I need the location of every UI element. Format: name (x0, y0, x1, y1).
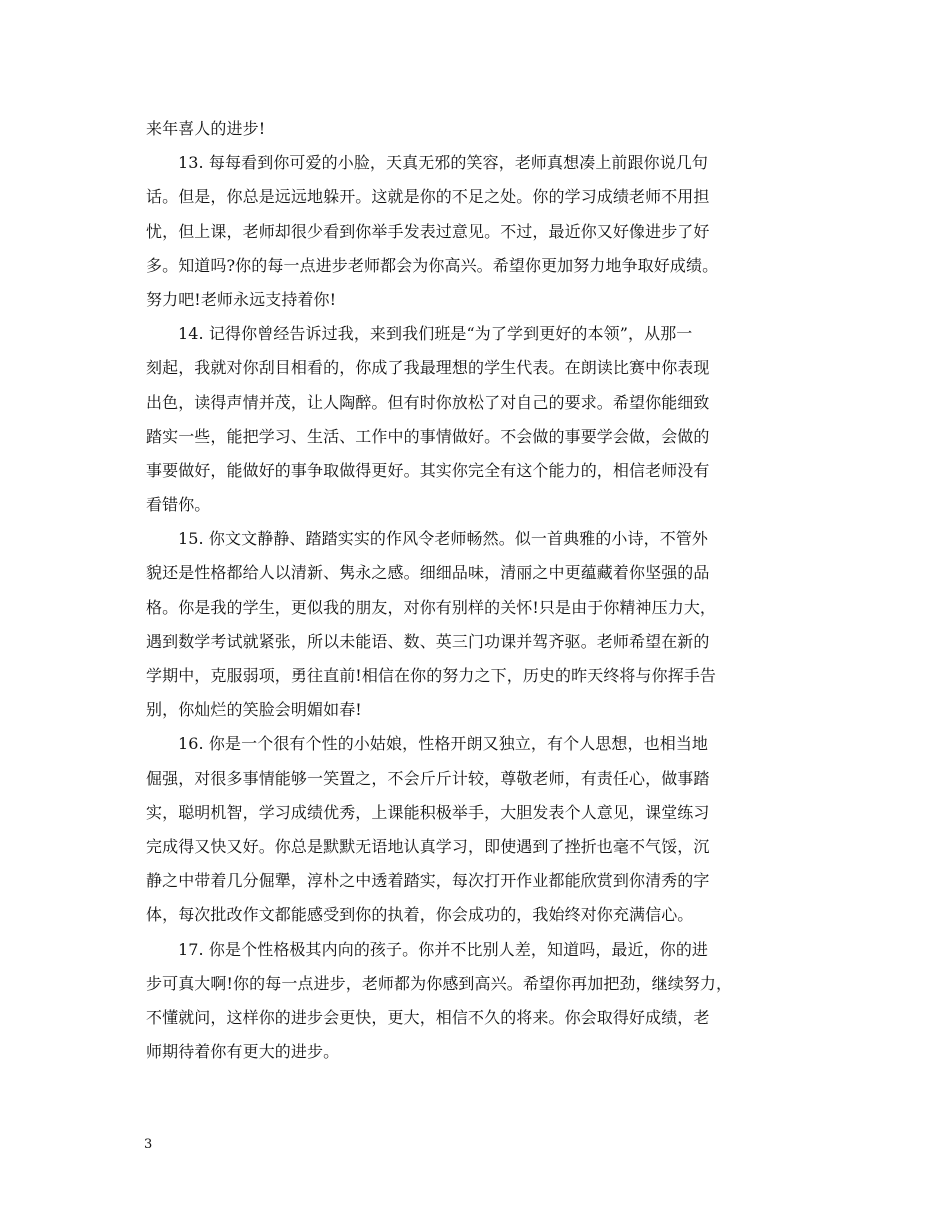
text-line: 15. 你文文静静、踏踏实实的作风令老师畅然。似一首典雅的小诗，不管外 (178, 529, 709, 549)
page-number: 3 (144, 1137, 153, 1152)
paragraph-14 (146, 317, 810, 522)
paragraph-16 (146, 727, 810, 932)
text-line: 完成得又快又好。你总是默默无语地认真学习，即使遇到了挫折也毫不气馁，沉 (146, 836, 710, 856)
text-line: 学期中，克服弱项，勇往直前!相信在你的努力之下，历史的昨天终将与你挥手告 (146, 666, 717, 685)
text-line: 16. 你是一个很有个性的小姑娘，性格开朗又独立，有个人思想，也相当地 (178, 734, 709, 754)
paragraph-15 (146, 522, 810, 727)
text-line: 17. 你是个性格极其内向的孩子。你并不比别人差，知道吗，最近，你的进 (178, 939, 709, 959)
text-line: 体，每次批改作文都能感受到你的执着，你会成功的，我始终对你充满信心。 (146, 905, 694, 925)
paragraph-13 (146, 146, 810, 317)
text-line: 遇到数学考试就紧张，所以未能语、数、英三门功课并驾齐驱。老师希望在新的 (146, 631, 710, 651)
text-line: 实，聪明机智，学习成绩优秀，上课能积极举手，大胆发表个人意见，课堂练习 (146, 802, 710, 822)
text-line: 踏实一些，能把学习、生活、工作中的事情做好。不会做的事要学会做，会做的 (146, 426, 710, 446)
text-line: 14. 记得你曾经告诉过我，来到我们班是“为了学到更好的本领”，从那一 (178, 324, 693, 344)
text-line: 不懂就问，这样你的进步会更快，更大，相信不久的将来。你会取得好成绩，老 (146, 1007, 710, 1027)
text-line: 13. 每每看到你可爱的小脸，天真无邪的笑容，老师真想凑上前跟你说几句 (178, 153, 709, 173)
text-line: 忧，但上课，老师却很少看到你举手发表过意见。不过，最近你又好像进步了好 (146, 221, 710, 241)
text-line: 刻起，我就对你刮目相看的，你成了我最理想的学生代表。在朗读比赛中你表现 (146, 358, 710, 378)
text-line: 来年喜人的进步! (146, 119, 266, 138)
text-line: 静之中带着几分倔犟，淳朴之中透着踏实，每次打开作业都能欣赏到你清秀的字 (146, 871, 710, 891)
text-line: 步可真大啊!你的每一点进步，老师都为你感到高兴。希望你再加把劲，继续努力， (146, 973, 733, 993)
text-line: 话。但是，你总是远远地躲开。这就是你的不足之处。你的学习成绩老师不用担 (146, 187, 710, 207)
text-line: 貌还是性格都给人以清新、隽永之感。细细品味，清丽之中更蕴藏着你坚强的品 (146, 563, 710, 583)
paragraph-17 (146, 933, 810, 1070)
text-line: 师期待着你有更大的进步。 (146, 1042, 340, 1062)
text-line: 倔强，对很多事情能够一笑置之，不会斤斤计较，尊敬老师，有责任心，做事踏 (146, 768, 710, 788)
text-line: 别，你灿烂的笑脸会明媚如春! (146, 700, 362, 720)
text-line: 努力吧!老师永远支持着你! (146, 289, 337, 309)
paragraph-continuation (146, 112, 810, 146)
text-line: 多。知道吗?你的每一点进步老师都会为你高兴。希望你更加努力地争取好成绩。 (146, 255, 719, 275)
document-body (146, 112, 810, 1069)
text-line: 看错你。 (146, 495, 211, 515)
text-line: 出色，读得声情并茂，让人陶醉。但有时你放松了对自己的要求。希望你能细致 (146, 392, 710, 412)
text-line: 事要做好，能做好的事争取做得更好。其实你完全有这个能力的，相信老师没有 (146, 460, 710, 480)
text-line: 格。你是我的学生，更似我的朋友，对你有别样的关怀!只是由于你精神压力大， (146, 597, 717, 617)
